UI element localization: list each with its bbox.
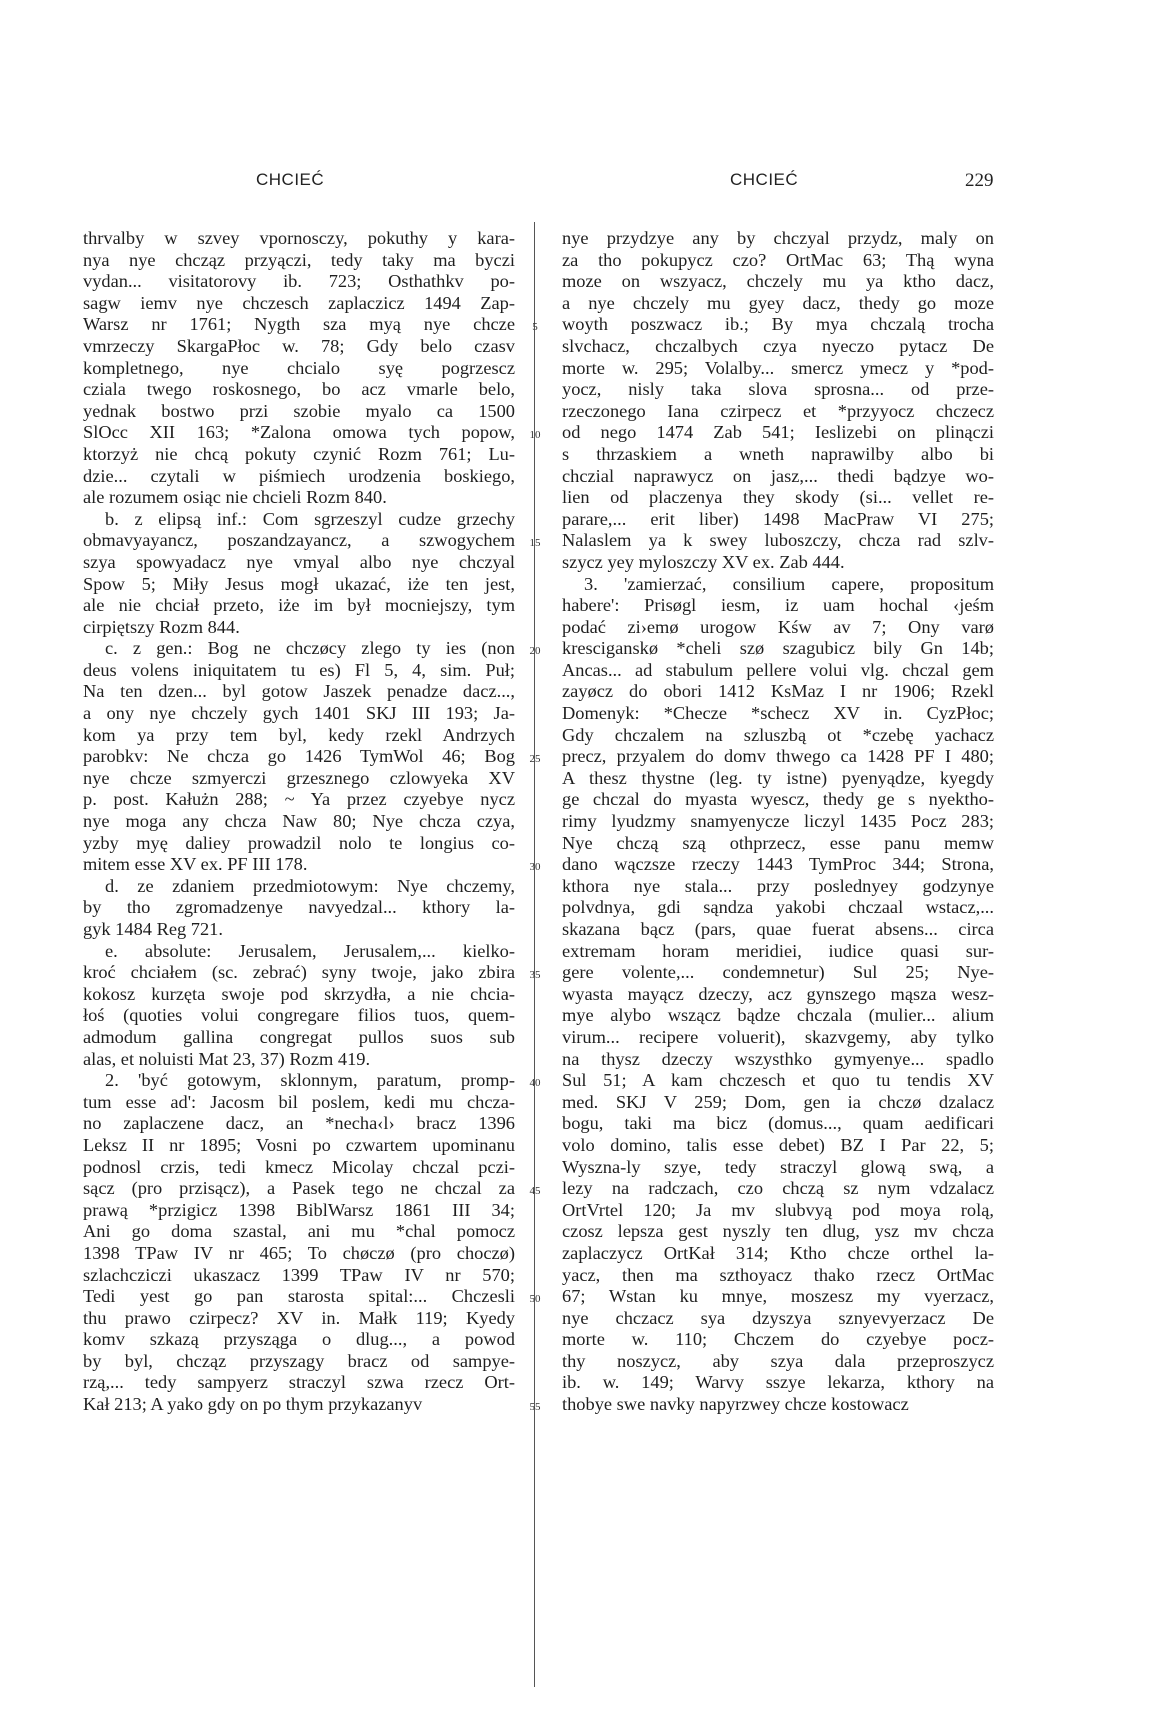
- text-line: virum... recipere voluerit), skazvgemy, aby tylko: [562, 1026, 994, 1047]
- text-line: thrvalby w szvey vpornosczy, pokuthy y kara-: [83, 228, 515, 248]
- text-line: szycz yey myloszczy XV ex. Zab 444.: [562, 551, 845, 572]
- line-number-spacer: [524, 228, 546, 250]
- text-line: admodum gallina congregat pullos suos sub: [83, 1026, 515, 1047]
- text-line: ale nie chciał przeto, iże im był mocniejszy, tym: [83, 595, 515, 616]
- line-number-spacer: [524, 1135, 546, 1157]
- line-number-spacer: [524, 1092, 546, 1114]
- text-line: obmavyayancz, poszandzayancz, a szwogychem: [83, 530, 515, 551]
- running-head-right: CHCIEĆ: [730, 170, 799, 189]
- text-line: lezy na radczach, czo chczą sz nym vdzalacz: [562, 1178, 994, 1199]
- text-line: ale rozumem osiąc nie chcieli Rozm 840.: [83, 487, 387, 508]
- text-line: yzby myę daliey prowadzil nolo te longius co-: [83, 832, 515, 853]
- text-line: Spow 5; Miły Jesus mogł ukazać, iże ten jest,: [83, 573, 515, 594]
- text-line: na thysz dzeczy wszysthko gymyenye... spadlo: [562, 1048, 994, 1069]
- text-line: polvdnya, gdi sąndza yakobi chczaal wstacz,...: [562, 897, 994, 918]
- text-line: OrtVrtel 120; Ja mv slubvyą pod moya rolą,: [562, 1199, 994, 1220]
- line-number-spacer: [524, 1005, 546, 1027]
- line-number-spacer: [524, 1372, 546, 1394]
- text-line: vydan... visitatorovy ib. 723; Osthathkv po-: [83, 271, 515, 292]
- text-line: Warsz nr 1761; Nygth sza myą nye chcze: [83, 314, 515, 335]
- text-line: Tedi yest go pan starosta spital:... Chczesli: [83, 1286, 515, 1307]
- line-number-spacer: [524, 1329, 546, 1351]
- text-line: by tho zgromadzenye navyedzal... kthory la-: [83, 897, 515, 918]
- text-line: sagw iemv nye chczesch zaplaczicz 1494 Zap-: [83, 292, 515, 313]
- text-line: gyk 1484 Reg 721.: [83, 919, 223, 939]
- text-line: a ony nye chczely gych 1401 SKJ III 193; Ja-: [83, 703, 515, 724]
- text-line: za tho pokupycz czo? OrtMac 63; Thą wyna: [562, 249, 994, 270]
- text-line: ktorzyż nie chcą pokuty czynić Rozm 761; Lu-: [83, 443, 515, 464]
- line-number-gutter: [524, 228, 546, 1416]
- text-line: od nego 1474 Zab 541; Ieslizebi on plinączi: [562, 422, 994, 443]
- text-line: a nye chczely mu gyey dacz, thedy go moze: [562, 292, 994, 313]
- line-number-spacer: [524, 1308, 546, 1330]
- line-number-spacer: [524, 487, 546, 509]
- text-line: slvchacz, chczalbych czya nyeczo pytacz De: [562, 335, 994, 356]
- text-line: morte w. 110; Chczem do czyebye pocz-: [562, 1329, 994, 1350]
- line-number-spacer: [524, 681, 546, 703]
- text-line: d. ze zdaniem przedmiotowym: Nye chczemy,: [105, 875, 515, 896]
- line-number-spacer: [524, 1351, 546, 1373]
- line-number-spacer: [524, 552, 546, 574]
- line-number-spacer: [524, 444, 546, 466]
- text-line: no zaplaczene dacz, an *necha‹l› bracz 1396: [83, 1113, 515, 1134]
- text-line: nye przydzye any by chczyal przydz, maly on: [562, 228, 994, 248]
- line-number-spacer: [524, 401, 546, 423]
- text-line: thy noszycz, aby szya dala przeproszycz: [562, 1350, 994, 1371]
- line-number-spacer: [524, 250, 546, 272]
- text-line: 3. 'zamierzać, consilium capere, propositum: [584, 573, 994, 594]
- text-line: szlachcziczi ukaszacz 1399 TPaw IV nr 570;: [83, 1264, 515, 1285]
- line-number: 15: [529, 537, 541, 550]
- line-number-spacer: [524, 660, 546, 682]
- line-number-spacer: [524, 919, 546, 941]
- line-number: 55: [529, 1401, 541, 1414]
- line-number-spacer: [524, 358, 546, 380]
- text-line: dzie... czytali w piśmiech urodzenia boskiego,: [83, 465, 515, 486]
- text-line: podać zi›emø urogow Kśw av 7; Ony varø: [562, 616, 994, 637]
- text-line: med. SKJ V 259; Dom, gen ia chczø dzalacz: [562, 1091, 994, 1112]
- line-number: 30: [529, 861, 541, 874]
- text-line: by byl, chcząz przyszagy bracz od sampye-: [83, 1350, 515, 1371]
- text-line: b. z elipsą inf.: Com sgrzeszyl cudze grzechy: [105, 508, 515, 529]
- text-line: precz, przyalem do domv thwego ca 1428 PF I 480;: [562, 746, 994, 767]
- text-line: zaplaczycz OrtKał 314; Ktho chcze orthel la-: [562, 1242, 994, 1263]
- line-number-spacer: [524, 293, 546, 315]
- line-number-spacer: [524, 876, 546, 898]
- line-number-spacer: [524, 1027, 546, 1049]
- text-line: deus volens iniquitatem tu es) Fl 5, 4, sim. Puł;: [83, 659, 515, 680]
- text-line: 1398 TPaw IV nr 465; To chøczø (pro choczø): [83, 1242, 515, 1263]
- line-number-spacer: [524, 725, 546, 747]
- text-line: lien od placzenya they skody (si... vellet re-: [562, 487, 994, 508]
- line-number-spacer: [524, 379, 546, 401]
- text-line: parare,... erit liber) 1498 MacPraw VI 275;: [562, 508, 994, 529]
- line-number-spacer: [524, 833, 546, 855]
- text-line: podnosl crzis, tedi kmecz Micolay chczal pczi-: [83, 1156, 515, 1177]
- text-line: vmrzeczy SkargaPłoc w. 78; Gdy belo czasv: [83, 335, 515, 356]
- text-line: komv szkazą przysząga o dlug..., a powod: [83, 1329, 515, 1350]
- line-number-spacer: [524, 941, 546, 963]
- line-number-spacer: [524, 1265, 546, 1287]
- text-line: skazana bącz (pars, quae fuerat absens... circa: [562, 919, 994, 939]
- line-number-spacer: [524, 1243, 546, 1265]
- text-line: 2. 'być gotowym, sklonnym, paratum, promp-: [105, 1070, 515, 1091]
- text-line: Kał 213; A yako gdy on po thym przykazanyv: [83, 1394, 423, 1415]
- text-line: ge chczal do myasta wyescz, thedy ge s nyektho-: [562, 789, 994, 810]
- text-line: sącz (pro przisącz), a Pasek tego ne chczal za: [83, 1178, 515, 1199]
- line-number-spacer: [524, 617, 546, 639]
- line-number-spacer: [524, 789, 546, 811]
- text-line: zayøcz do obori 1412 KsMaz I nr 1906; Rzekl: [562, 681, 994, 702]
- line-number-spacer: [524, 336, 546, 358]
- text-line: habere': Prisøgl iesm, iz uam hochal ‹jeśm: [562, 595, 994, 616]
- line-number: 35: [529, 969, 541, 982]
- text-line: A thesz thystne (leg. ty istne) pyenyądze, kyegdy: [562, 767, 994, 788]
- text-line: wyasta mayącz dzeczy, acz gynszego mąsza wesz-: [562, 983, 994, 1004]
- text-line: Nalaslem ya k swey luboszczy, chcza rad szlv-: [562, 530, 994, 551]
- text-line: parobkv: Ne chcza go 1426 TymWol 46; Bog: [83, 746, 515, 767]
- text-line: rzeczonego Iana czirpecz et *przyyocz chczecz: [562, 400, 994, 421]
- text-line: rzą,... tedy sampyerz straczyl szwa rzecz Ort-: [83, 1372, 515, 1393]
- text-line: szya spowyadacz nye vmyal albo nye chczyal: [83, 551, 515, 572]
- text-line: Sul 51; A kam chczesch et quo tu tendis XV: [562, 1070, 994, 1091]
- text-line: 67; Wstan ku mnye, moszesz my vyerzacz,: [562, 1286, 994, 1307]
- text-line: thobye swe navky napyrzwey chcze kostowacz: [562, 1394, 909, 1415]
- text-line: nye moga any chcza Naw 80; Nye chcza czya,: [83, 811, 515, 832]
- line-number-spacer: [524, 1221, 546, 1243]
- text-line: Gdy chczalem na szluszbą ot *czebę yachacz: [562, 724, 994, 745]
- text-line: Nye chczą szą othprzecz, esse panu memw: [562, 832, 994, 853]
- text-line: yacz, then ma szthoyacz thako rzecz OrtMac: [562, 1264, 994, 1285]
- text-line: nye chczacz sya dzyszya sznyevyerzacz De: [562, 1307, 994, 1328]
- text-line: woyth poszwacz ib.; By mya chczalą trocha: [562, 314, 994, 335]
- text-line: yednak bostwo przi szobie myalo ca 1500: [83, 400, 515, 421]
- page-number: 229: [965, 170, 994, 191]
- text-line: c. z gen.: Bog ne chczøcy zlego ty ies (non: [105, 638, 515, 659]
- text-line: Na ten dzen... byl gotow Jaszek penadze dacz...,: [83, 681, 515, 702]
- left-column: [83, 228, 515, 1416]
- text-line: morte w. 295; Volalby... smercz ymecz y *pod-: [562, 357, 994, 378]
- text-line: extremam horam meridiei, iudice quasi sur-: [562, 940, 994, 961]
- line-number-spacer: [524, 768, 546, 790]
- text-line: kokosz kurzęta swoje pod skrzydła, a nie chcia-: [83, 983, 515, 1004]
- line-number-spacer: [524, 1049, 546, 1071]
- line-number-spacer: [524, 897, 546, 919]
- text-line: kthora nye stala... przy poslednyey godzynye: [562, 875, 994, 896]
- line-number-spacer: [524, 1200, 546, 1222]
- text-line: SlOcc XII 163; *Zalona omowa tych popow,: [83, 422, 515, 443]
- running-head-left: CHCIEĆ: [256, 170, 325, 189]
- line-number-spacer: [524, 811, 546, 833]
- text-line: dano wączsze rzeczy 1443 TymProc 344; Strona,: [562, 854, 994, 875]
- text-line: mitem esse XV ex. PF III 178.: [83, 854, 308, 875]
- text-line: e. absolute: Jerusalem, Jerusalem,... kielko-: [105, 940, 515, 961]
- line-number-spacer: [524, 984, 546, 1006]
- right-column: [562, 228, 994, 1416]
- text-line: s thrzaskiem a wneth naprawilby albo bi: [562, 443, 994, 464]
- line-number: 25: [529, 753, 541, 766]
- line-number-spacer: [524, 703, 546, 725]
- line-number-spacer: [524, 1113, 546, 1135]
- text-line: mye alybo wszącz bądze chczala (mulier... alium: [562, 1005, 994, 1026]
- text-line: kompletnego, nye chcialo syę pogrzescz: [83, 357, 515, 378]
- text-line: chczial naprawycz on jasz,... thedi bądzye wo-: [562, 465, 994, 486]
- text-line: czosz lepsza gest nyszly ten dlug, ysz mv chcza: [562, 1221, 994, 1242]
- line-number: 45: [529, 1185, 541, 1198]
- text-line: Ani go doma szastal, ani mu *chal pomocz: [83, 1221, 515, 1242]
- text-line: kroć chciałem (sc. zebrać) syny twoje, jako zbira: [83, 962, 515, 983]
- line-number: 40: [529, 1077, 541, 1090]
- text-line: alas, et noluisti Mat 23, 37) Rozm 419.: [83, 1048, 371, 1069]
- text-line: kresciganskø *cheli szø szagubicz bily Gn 14b;: [562, 638, 994, 659]
- text-line: nya nye chcząz przyączi, tedy taky ma byczi: [83, 249, 515, 270]
- line-number: 10: [529, 429, 541, 442]
- text-line: Leksz II nr 1895; Vosni po czwartem upominanu: [83, 1134, 515, 1155]
- text-line: nye chcze szmyerczi grzesznego czlowyeka XV: [83, 767, 515, 788]
- text-line: yocz, nisly taka slova sprosna... od prze-: [562, 379, 994, 400]
- text-line: cziala twego roskosnego, bo acz vmarle belo,: [83, 379, 515, 400]
- text-line: moze on wszyacz, chczely mu ya ktho dacz,: [562, 271, 994, 292]
- line-number: 5: [532, 321, 538, 334]
- line-number-spacer: [524, 574, 546, 596]
- line-number-spacer: [524, 1157, 546, 1179]
- text-line: ib. w. 149; Warvy sszye lekarza, kthory na: [562, 1372, 994, 1393]
- text-line: p. post. Kałużn 288; ~ Ya przez czyebye nycz: [83, 789, 515, 810]
- line-number-spacer: [524, 595, 546, 617]
- text-line: thu prawo czirpecz? XV in. Małk 119; Kyedy: [83, 1307, 515, 1328]
- line-number: 50: [529, 1293, 541, 1306]
- text-line: Ancas... ad stabulum pellere volui vlg. chczal gem: [562, 659, 994, 680]
- text-line: gere volente,... condemnetur) Sul 25; Nye-: [562, 962, 994, 983]
- line-number: 20: [529, 645, 541, 658]
- text-line: prawą *przigicz 1398 BiblWarsz 1861 III 34;: [83, 1199, 515, 1220]
- text-line: łoś (quoties volui congregare filios tuos, quem-: [83, 1005, 515, 1026]
- text-line: tum esse ad': Jacosm bil poslem, kedi mu chcza-: [83, 1091, 515, 1112]
- text-line: kom ya przy tem byl, kedy rzekl Andrzych: [83, 724, 515, 745]
- line-number-spacer: [524, 466, 546, 488]
- line-number-spacer: [524, 271, 546, 293]
- text-line: bogu, taki ma bicz (domus..., quam aedificari: [562, 1113, 994, 1134]
- text-line: rimy lyudzmy snamyenycze liczyl 1435 Pocz 283;: [562, 811, 994, 832]
- line-number-spacer: [524, 509, 546, 531]
- text-line: Domenyk: *Checze *schecz XV in. CyzPłoc;: [562, 703, 994, 724]
- text-line: volo domino, talis esse debet) BZ I Par 22, 5;: [562, 1134, 994, 1155]
- text-line: cirpiętszy Rozm 844.: [83, 616, 240, 637]
- text-line: Wyszna-ly szye, tedy straczyl glową swą, a: [562, 1156, 994, 1177]
